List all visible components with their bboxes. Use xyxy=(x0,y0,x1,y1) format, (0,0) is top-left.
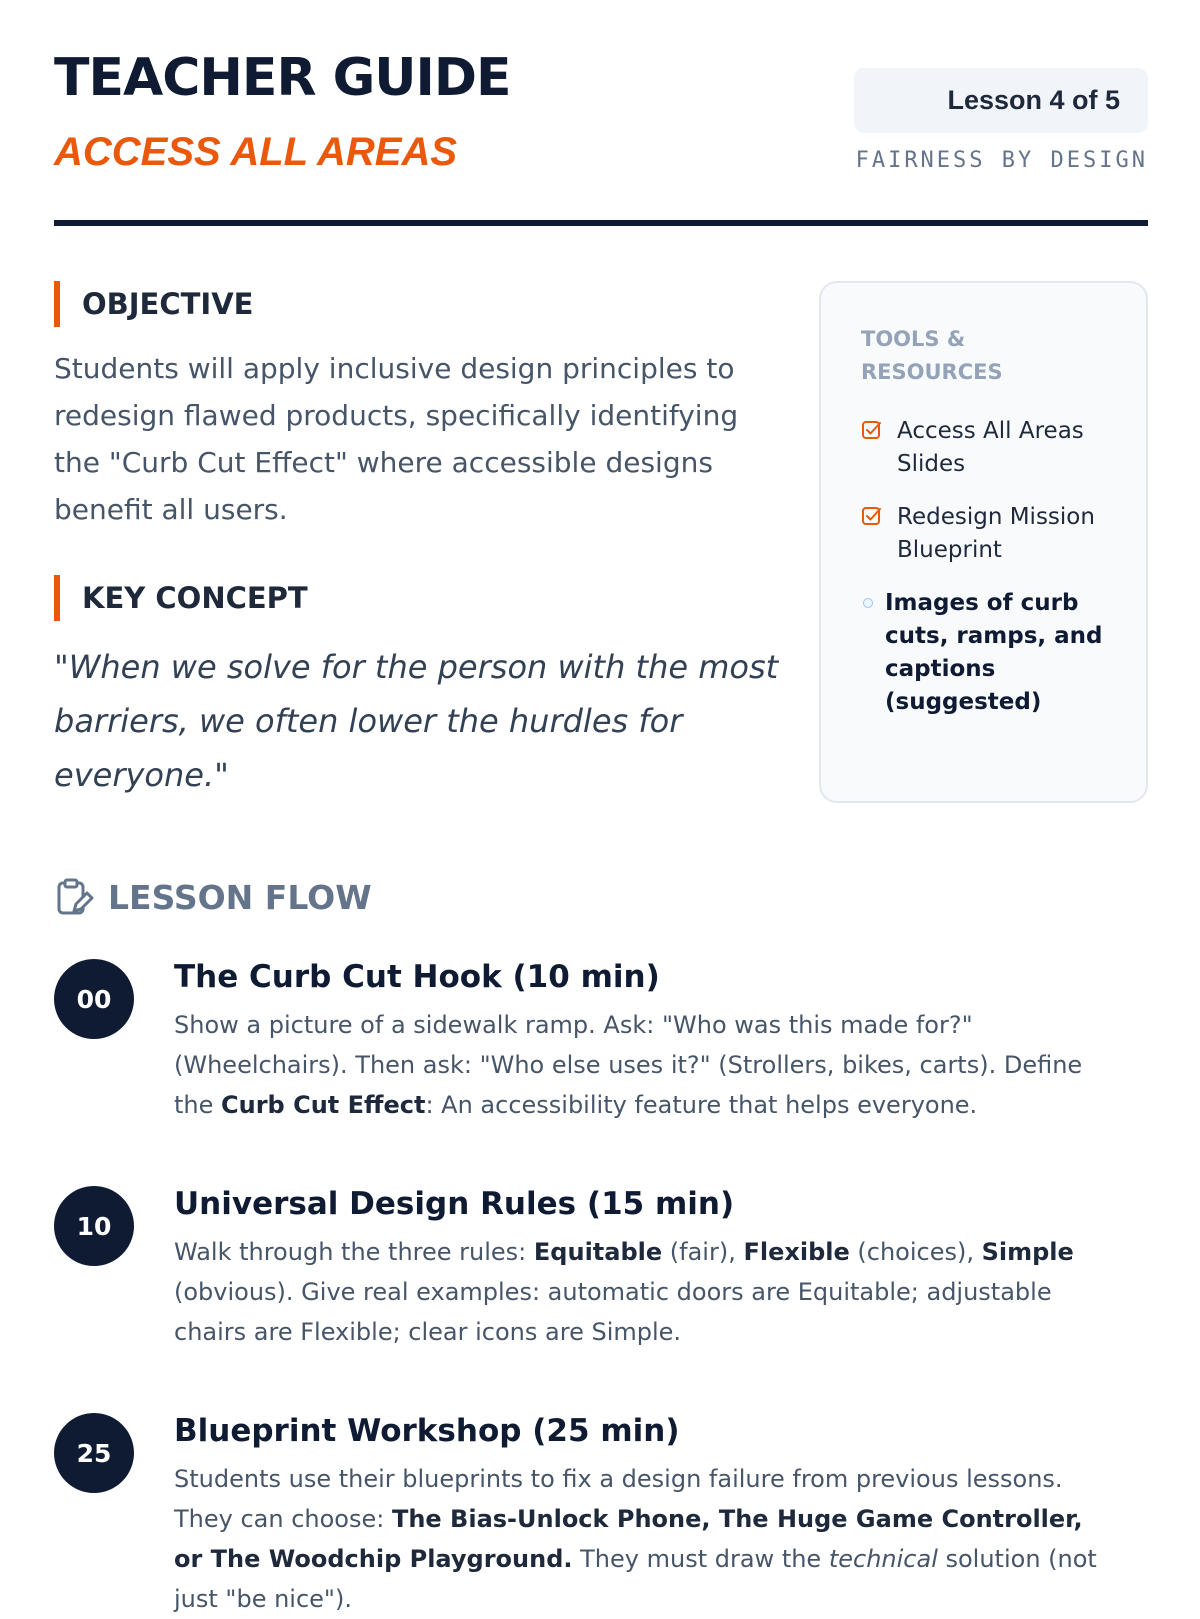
checkbox-icon xyxy=(861,419,883,446)
checkbox-icon xyxy=(861,505,883,532)
header-divider xyxy=(54,220,1148,226)
page-title: TEACHER GUIDE xyxy=(54,48,511,108)
step-title: The Curb Cut Hook (10 min) xyxy=(174,959,660,995)
resource-label: Redesign Mission Blueprint xyxy=(897,504,1095,563)
step-time-badge: 25 xyxy=(54,1413,134,1493)
step-time-badge: 10 xyxy=(54,1186,134,1266)
resources-card xyxy=(819,281,1148,803)
step-description: Students use their blueprints to fix a design failure from previous lessons. They can choose: The Bias-Unlock Phone, The Huge Game Controller, or The Woodchip Playground. They must draw the technical solution (not just "be nice"). xyxy=(174,1465,1097,1613)
clipboard-edit-icon xyxy=(54,877,94,917)
lesson-badge: Lesson 4 of 5 xyxy=(854,68,1148,133)
lesson-flow-title: LESSON FLOW xyxy=(108,877,372,917)
key-concept-quote: "When we solve for the person with the most barriers, we often lower the hurdles for everyone." xyxy=(54,648,779,794)
step-description: Walk through the three rules: Equitable (fair), Flexible (choices), Simple (obvious). Give real examples: automatic doors are Equitable; adjustable chairs are Flexible; clear icons are Simple. xyxy=(174,1238,1074,1346)
resource-item[interactable] xyxy=(861,501,1108,567)
brand-label: FAIRNESS BY DESIGN xyxy=(855,148,1148,173)
resource-item[interactable] xyxy=(861,587,1108,719)
objective-heading: OBJECTIVE xyxy=(54,281,253,327)
resource-label: Access All Areas Slides xyxy=(897,418,1084,477)
resources-title: TOOLS & RESOURCES xyxy=(861,327,1003,384)
teacher-guide-page xyxy=(54,0,1148,1613)
resource-label: Images of curb cuts, ramps, and captions (suggested) xyxy=(885,590,1103,715)
lesson-subtitle: ACCESS ALL AREAS xyxy=(54,130,458,174)
resource-item[interactable] xyxy=(861,415,1108,481)
key-concept-heading: KEY CONCEPT xyxy=(54,575,308,621)
step-title: Blueprint Workshop (25 min) xyxy=(174,1413,680,1449)
lesson-flow-heading xyxy=(54,872,372,922)
objective-text: Students will apply inclusive design principles to redesign flawed products, specifically identifying the "Curb Cut Effect" where accessible designs benefit all users. xyxy=(54,352,739,526)
step-title: Universal Design Rules (15 min) xyxy=(174,1186,735,1222)
image-icon xyxy=(863,598,873,608)
step-time-badge: 00 xyxy=(54,959,134,1039)
step-description: Show a picture of a sidewalk ramp. Ask: "Who was this made for?" (Wheelchairs). Then ask: "Who else uses it?" (Strollers, bikes, carts). Define the Curb Cut Effect: An accessibility feature that helps everyone. xyxy=(174,1011,1083,1119)
